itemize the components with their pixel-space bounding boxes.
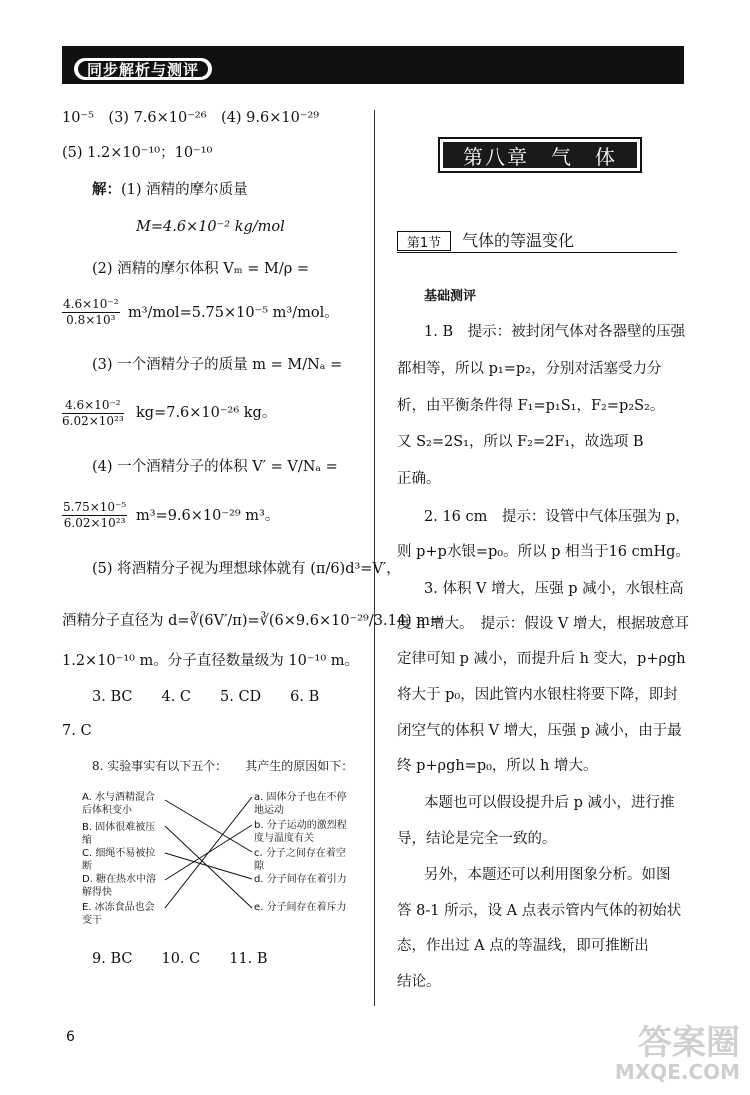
fraction-3-den: 6.02×10²³ (62, 414, 124, 429)
cause-d: d. 分子间存在着引力 (254, 874, 347, 885)
watermark-bottom: MXQE.COM (614, 1060, 740, 1084)
right-line-10: 定律可知 p 减小，而提升后 h 变大，p+ρgh (397, 651, 686, 667)
right-line-17: 答 8-1 所示，设 A 点表示管内气体的初始状 (397, 903, 682, 919)
section-tag: 第1节 (397, 231, 451, 251)
right-line-18: 态，作出过 A 点的等温线，即可推断出 (397, 938, 649, 954)
section-title: 气体的等温变化 (462, 231, 575, 250)
answer-8: 8. 实验事实有以下五个： 其产生的原因如下： (92, 759, 354, 773)
solution-4: (4) 一个酒精分子的体积 V′ = V/Nₐ = (92, 459, 338, 475)
answer-7: 7. C (62, 723, 92, 739)
answer-line-2: (5) 1.2×10⁻¹⁰；10⁻¹⁰ (62, 145, 213, 161)
fraction-4-num: 5.75×10⁻⁵ (62, 501, 127, 516)
chapter-heading (438, 137, 642, 173)
cause-e: e. 分子间存在着斥力 (254, 902, 347, 913)
fact-c: C. 细绳不易被拉断 (82, 848, 156, 872)
solution-3-result: kg=7.6×10⁻²⁶ kg。 (136, 405, 277, 421)
right-line-3: 析，由平衡条件得 F₁=p₁S₁，F₂=p₂S₂。 (397, 398, 665, 414)
right-line-4: 又 S₂=2S₁，所以 F₂=2F₁，故选项 B (397, 434, 644, 450)
match-line-b (165, 826, 252, 908)
header-title: 同步解析与测评 (78, 61, 208, 77)
cause-c: c. 分子之间存在着空隙 (254, 848, 346, 872)
solution-2-result: m³/mol=5.75×10⁻⁵ m³/mol。 (128, 305, 339, 321)
right-line-15: 导，结论是完全一致的。 (397, 831, 557, 847)
match-line-a (165, 800, 252, 852)
right-line-5: 正确。 (397, 471, 441, 487)
basic-heading: 基础测评 (424, 289, 477, 304)
right-line-13: 终 p+ρgh=p₀，所以 h 增大。 (397, 758, 598, 774)
fact-a: A. 水与酒精混合后体积变小 (82, 792, 156, 816)
answers-9-11: 9. BC 10. C 11. B (92, 951, 268, 967)
watermark-top: 答案圈 (638, 1023, 740, 1064)
right-line-14: 本题也可以假设提升后 p 减小，进行推 (424, 795, 675, 811)
chapter-title: 第八章 气 体 (443, 142, 637, 168)
diameter-eq: 酒精分子直径为 d=∛(6V′/π)=∛(6×9.6×10⁻²⁹/3.14) m= (62, 613, 443, 629)
right-line-1: 1. B 提示：被封闭气体对各器壁的压强 (424, 324, 686, 340)
diameter-result: 1.2×10⁻¹⁰ m。分子直径数量级为 10⁻¹⁰ m。 (62, 653, 359, 669)
fact-e: E. 冰冻食品也会变干 (82, 902, 155, 926)
solution-5: (5) 将酒精分子视为理想球体就有 (π/6)d³=V′， (92, 561, 401, 577)
solution-label: 解： (92, 182, 121, 198)
solution-4-result: m³=9.6×10⁻²⁹ m³。 (136, 508, 280, 524)
watermark-logo (614, 1023, 740, 1084)
right-line-6: 2. 16 cm 提示：设管中气体压强为 p， (424, 509, 690, 525)
fraction-3-num: 4.6×10⁻² (62, 399, 124, 414)
solution-1-text: (1) 酒精的摩尔质量 (121, 182, 248, 198)
answers-3-6: 3. BC 4. C 5. CD 6. B (92, 689, 320, 705)
right-line-19: 结论。 (397, 974, 441, 990)
fraction-2-den: 0.8×10³ (66, 313, 116, 328)
fact-b: B. 固体很难被压缩 (82, 822, 156, 846)
answer-line-1: 10⁻⁵ (3) 7.6×10⁻²⁶ (4) 9.6×10⁻²⁹ (62, 110, 320, 126)
section-underline (397, 252, 677, 253)
page-number: 6 (66, 1029, 75, 1045)
right-line-8: 3. 体积 V 增大，压强 p 减小，水银柱高 (424, 581, 684, 597)
right-line-12: 闭空气的体积 V 增大，压强 p 减小，由于最 (397, 723, 682, 739)
right-line-2: 都相等，所以 p₁=p₂，分别对活塞受力分 (397, 361, 662, 377)
molar-mass-eq: M=4.6×10⁻² kg/mol (136, 219, 285, 235)
fraction-4-den: 6.02×10²³ (63, 516, 126, 531)
solution-3: (3) 一个酒精分子的质量 m = M/Nₐ = (92, 357, 343, 373)
right-line-11: 将大于 p₀，因此管内水银柱将要下降，即封 (397, 687, 678, 703)
fact-d: D. 糖在热水中溶解得快 (82, 874, 157, 898)
match-line-c (165, 853, 252, 879)
solution-2: (2) 酒精的摩尔体积 Vₘ = M/ρ = (92, 261, 310, 277)
fraction-2-num: 4.6×10⁻² (62, 298, 120, 313)
right-line-16: 另外，本题还可以利用图象分析。如图 (424, 867, 671, 883)
right-line-7: 则 p+p水银=p₀。所以 p 相当于16 cmHg。 (397, 544, 690, 560)
cause-b: b. 分子运动的激烈程度与温度有关 (254, 820, 347, 844)
right-line-9: 度 h 增大。 提示：假设 V 增大，根据玻意耳 (397, 616, 689, 632)
match-line-e (165, 797, 252, 908)
cause-a: a. 固体分子也在不停地运动 (254, 792, 347, 816)
